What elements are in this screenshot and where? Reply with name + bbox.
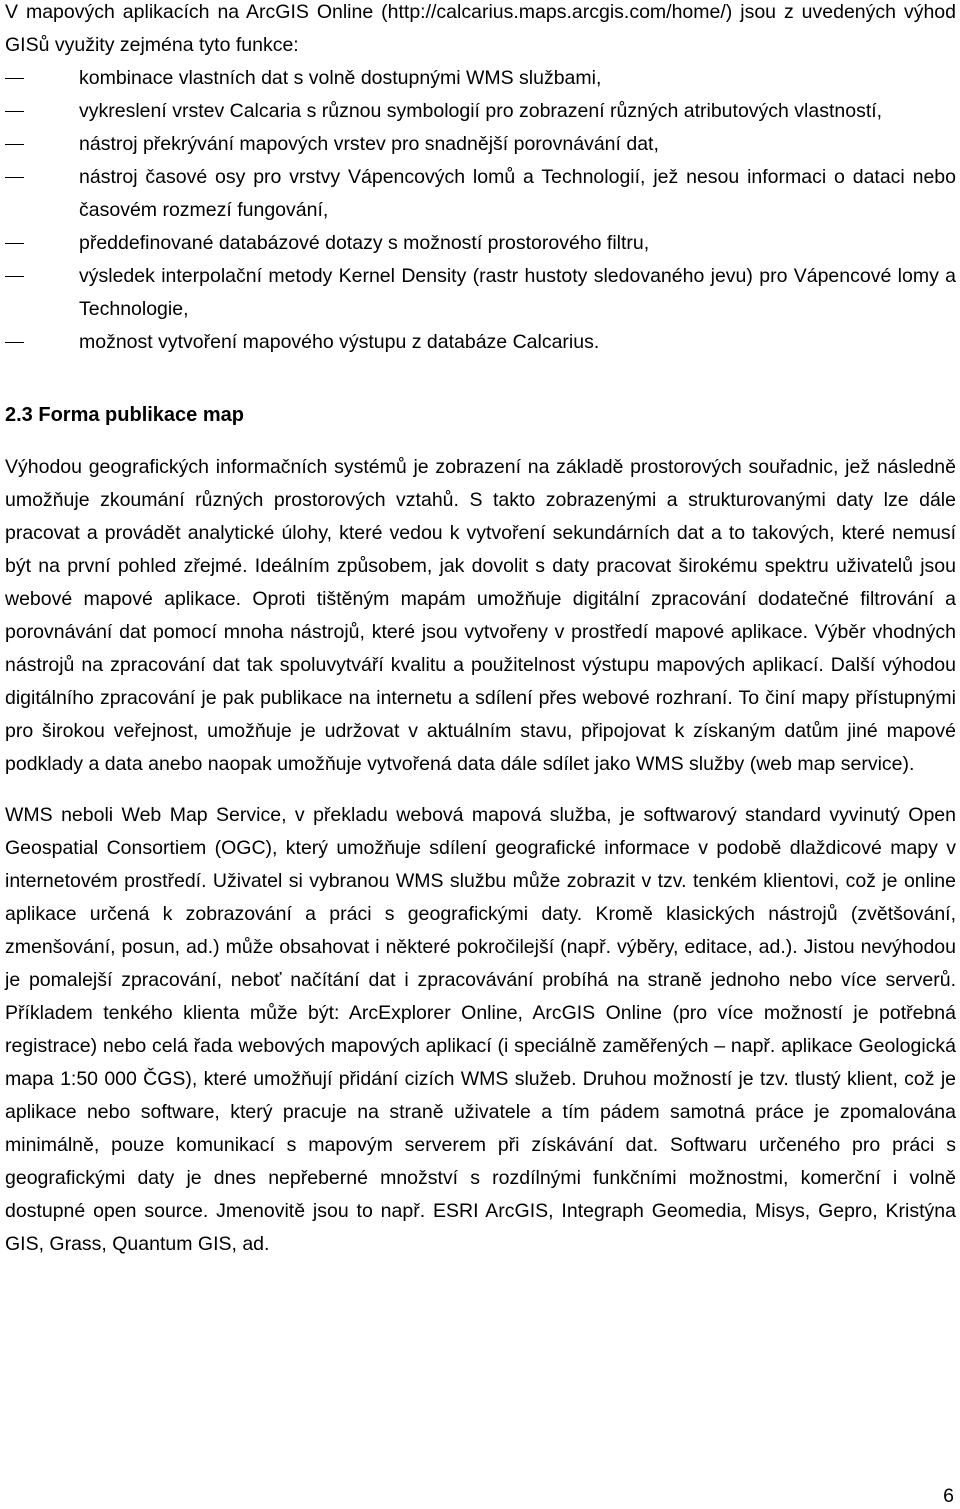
dash-bullet-icon (5, 111, 24, 112)
document-page (5, 0, 956, 1261)
dash-bullet-icon (5, 144, 24, 145)
list-item-text: možnost vytvoření mapového výstupu z databáze Calcarius. (79, 331, 600, 353)
list-item-text: kombinace vlastních dat s volně dostupnými WMS službami, (79, 67, 602, 89)
list-item (5, 62, 956, 95)
list-item-text: předdefinované databázové dotazy s možností prostorového filtru, (79, 232, 650, 254)
dash-bullet-icon (5, 342, 24, 343)
list-item-text: nástroj časové osy pro vrstvy Vápencových lomů a Technologií, jež nesou informaci o dataci nebo časovém rozmezí fungování, (79, 166, 956, 221)
list-item (5, 326, 956, 359)
list-item-text: výsledek interpolační metody Kernel Density (rastr hustoty sledovaného jevu) pro Vápencové lomy a Technologie, (79, 265, 956, 320)
list-item (5, 227, 956, 260)
dash-bullet-icon (5, 78, 24, 79)
dash-bullet-icon (5, 276, 24, 277)
body-paragraph: WMS neboli Web Map Service, v překladu webová mapová služba, je softwarový standard vyvinutý Open Geospatial Consortiem (OGC), který umožňuje sdílení geografické informace v podobě dlaždicové mapy v internetovém prostředí. Uživatel si vybranou WMS službu může zobrazit v tzv. tenkém klientovi, což je online aplikace určená k zobrazování a práci s geografickými daty. Kromě klasických nástrojů (zvětšování, zmenšování, posun, ad.) může obsahovat i některé pokročilejší (např. výběry, editace, ad.). Jistou nevýhodou je pomalejší zpracování, neboť načítání dat i zpracovávání probíhá na straně jednoho nebo více serverů. Příkladem tenkého klienta může být: ArcExplorer Online, ArcGIS Online (pro více možností je potřebná registrace) nebo celá řada webových mapových aplikací (i speciálně zaměřených – např. aplikace Geologická mapa 1:50 000 ČGS), které umožňují přidání cizích WMS služeb. Druhou možností je tzv. tlustý klient, což je aplikace nebo software, který pracuje na straně uživatele a tím pádem samotná práce je zpomalována minimálně, pouze komunikací s mapovým serverem při získávání dat. Softwaru určeného pro práci s geografickými daty je dnes nepřeberné množství s rozdílnými funkčními možnostmi, komerční i volně dostupné open source. Jmenovitě jsou to např. ESRI ArcGIS, Integraph Geomedia, Misys, Gepro, Kristýna GIS, Grass, Quantum GIS, ad. (5, 804, 956, 1255)
list-item-text: nástroj překrývání mapových vrstev pro snadnější porovnávání dat, (79, 133, 659, 155)
dash-bullet-icon (5, 243, 24, 244)
feature-list (5, 62, 956, 359)
body-paragraph: Výhodou geografických informačních systémů je zobrazení na základě prostorových souřadnic, jež následně umožňuje zkoumání různých prostorových vztahů. S takto zobrazenými a strukturovanými daty lze dále pracovat a provádět analytické úlohy, které vedou k vytvoření sekundárních dat a to takových, které nemusí být na první pohled zřejmé. Ideálním způsobem, jak dovolit s daty pracovat širokému spektru uživatelů jsou webové mapové aplikace. Oproti tištěným mapám umožňuje digitální zpracování dodatečné filtrování a porovnávání dat pomocí mnoha nástrojů, které jsou vytvořeny v prostředí mapové aplikace. Výběr vhodných nástrojů na zpracování dat tak spoluvytváří kvalitu a použitelnost výstupu mapových aplikací. Další výhodou digitálního zpracování je pak publikace na internetu a sdílení přes webové rozhraní. To činí mapy přístupnými pro širokou veřejnost, umožňuje je udržovat v aktuálním stavu, připojovat k získaným datům jiné mapové podklady a data anebo naopak umožňuje vytvořená data dále sdílet jako WMS služby (web map service). (5, 456, 956, 775)
dash-bullet-icon (5, 177, 24, 178)
page-number: 6 (943, 1485, 954, 1507)
list-item (5, 161, 956, 227)
list-item (5, 260, 956, 326)
list-item (5, 95, 956, 128)
section-heading: 2.3 Forma publikace map (5, 404, 244, 426)
list-item-text: vykreslení vrstev Calcaria s různou symbologií pro zobrazení různých atributových vlastností, (79, 100, 883, 122)
intro-paragraph: V mapových aplikacích na ArcGIS Online (http://calcarius.maps.arcgis.com/home/) jsou z uvedených výhod GISů využity zejména tyto funkce: (5, 1, 956, 56)
list-item (5, 128, 956, 161)
